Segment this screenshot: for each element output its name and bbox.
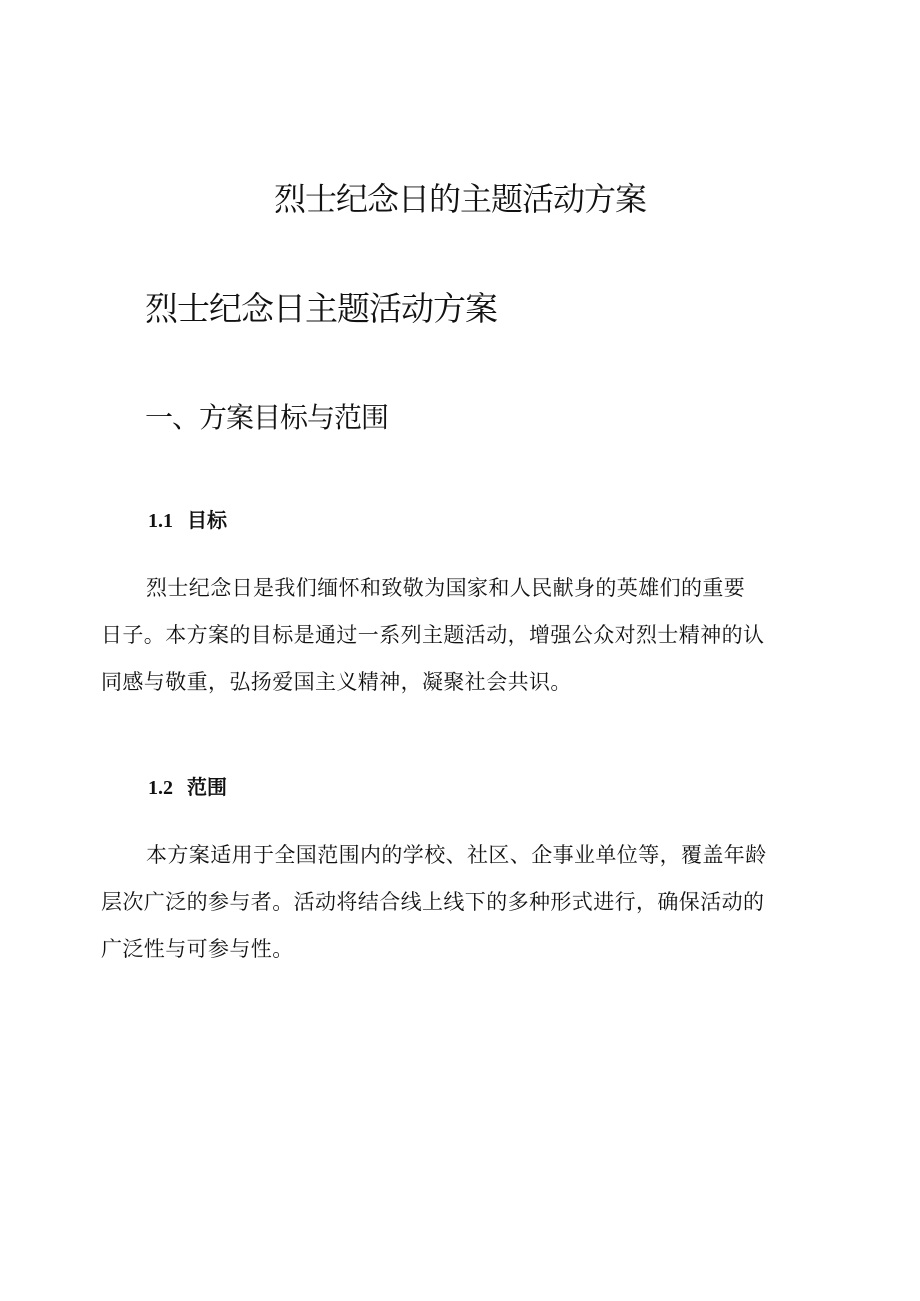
subsection-number: 1.1 xyxy=(148,510,173,532)
subsection-heading-scope xyxy=(148,772,227,803)
section-heading-goals-scope: 一、方案目标与范围 xyxy=(145,401,389,434)
subsection-number: 1.2 xyxy=(148,777,173,799)
paragraph-line: 烈士纪念日是我们缅怀和致敬为国家和人民献身的英雄们的重要 xyxy=(146,576,746,600)
document-subtitle: 烈士纪念日主题活动方案 xyxy=(145,289,497,328)
paragraph-line: 层次广泛的参与者。活动将结合线上线下的多种形式进行，确保活动的 xyxy=(101,890,765,914)
paragraph-line: 同感与敬重，弘扬爱国主义精神，凝聚社会共识。 xyxy=(101,670,572,694)
subsection-title: 目标 xyxy=(187,508,227,532)
paragraph-goal xyxy=(101,565,821,706)
paragraph-line: 广泛性与可参与性。 xyxy=(101,937,294,961)
subsection-title: 范围 xyxy=(187,775,227,799)
paragraph-line: 日子。本方案的目标是通过一系列主题活动，增强公众对烈士精神的认 xyxy=(101,623,765,647)
document-title: 烈士纪念日的主题活动方案 xyxy=(273,180,646,218)
subsection-heading-goal xyxy=(148,505,227,536)
paragraph-line: 本方案适用于全国范围内的学校、社区、企事业单位等，覆盖年龄 xyxy=(146,843,767,867)
paragraph-scope xyxy=(101,832,821,973)
